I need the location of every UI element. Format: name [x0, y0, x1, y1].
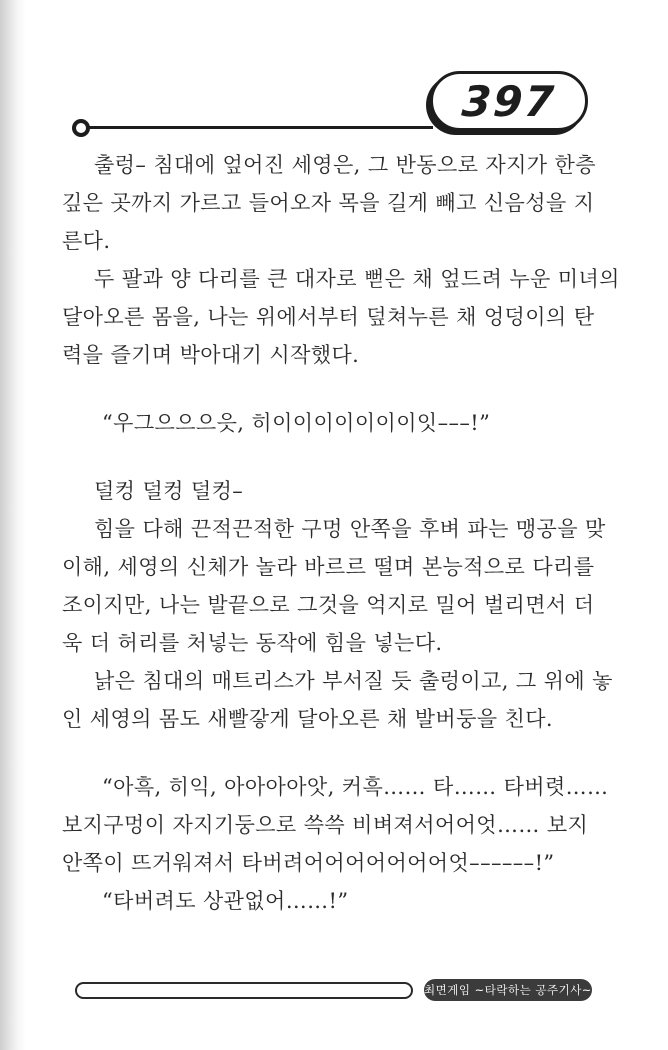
- text-block: [62, 768, 618, 920]
- text-line: 인 세영의 몸도 새빨갛게 달아오른 채 발버둥을 친다.: [62, 707, 554, 731]
- text-line: 달아오른 몸을, 나는 위에서부터 덮쳐누른 채 엉덩이의 탄: [62, 305, 595, 329]
- text-line: “우그으으으읏, 히이이이이이이이잇–––!”: [102, 411, 491, 435]
- text-block: [62, 146, 618, 260]
- page-number-badge: [430, 71, 588, 131]
- text-block: [62, 662, 618, 738]
- text-line: 안쪽이 뜨거워져서 타버려어어어어어어어엇––––––!”: [62, 851, 555, 875]
- footer-rule-pill: [75, 982, 413, 999]
- header-rule: [87, 126, 433, 129]
- text-line: 덜컹 덜컹 덜컹–: [94, 479, 244, 503]
- text-line: 보지구멍이 자지기둥으로 쓱쓱 비벼져서어어엇…… 보지: [62, 813, 589, 837]
- page-number: 397: [460, 76, 558, 126]
- text-line: 출렁– 침대에 엎어진 세영은, 그 반동으로 자지가 한층: [94, 153, 596, 177]
- footer-series-badge: [424, 979, 592, 1001]
- text-line: 른다.: [62, 229, 111, 253]
- text-block: [62, 404, 618, 442]
- text-line: 조이지만, 나는 발끝으로 그것을 억지로 밀어 벌리면서 더: [62, 593, 595, 617]
- text-line: “아흑, 히익, 아아아아앗, 커흑…… 타…… 타버렷……: [102, 775, 609, 799]
- text-line: 력을 즐기며 박아대기 시작했다.: [62, 343, 360, 367]
- text-body: [62, 146, 618, 950]
- text-line: 깊은 곳까지 가르고 들어오자 목을 길게 빼고 신음성을 지: [62, 191, 595, 215]
- text-line: 이해, 세영의 신체가 놀라 바르르 떨며 본능적으로 다리를: [62, 555, 595, 579]
- text-line: 힘을 다해 끈적끈적한 구멍 안쪽을 후벼 파는 맹공을 맞: [94, 517, 606, 541]
- text-line: 욱 더 허리를 처넣는 동작에 힘을 넣는다.: [62, 631, 443, 655]
- footer-series-title: 최면게임 ~타락하는 공주기사~: [424, 983, 592, 997]
- text-line: “타버려도 상관없어……!”: [102, 889, 349, 913]
- text-line: 두 팔과 양 다리를 큰 대자로 뻗은 채 엎드려 누운 미녀의: [94, 267, 620, 291]
- text-block: [62, 510, 618, 662]
- text-block: [62, 260, 618, 374]
- text-line: 낡은 침대의 매트리스가 부서질 듯 출렁이고, 그 위에 놓: [94, 669, 613, 693]
- text-block: [62, 472, 618, 510]
- spine-shadow: [0, 0, 26, 1050]
